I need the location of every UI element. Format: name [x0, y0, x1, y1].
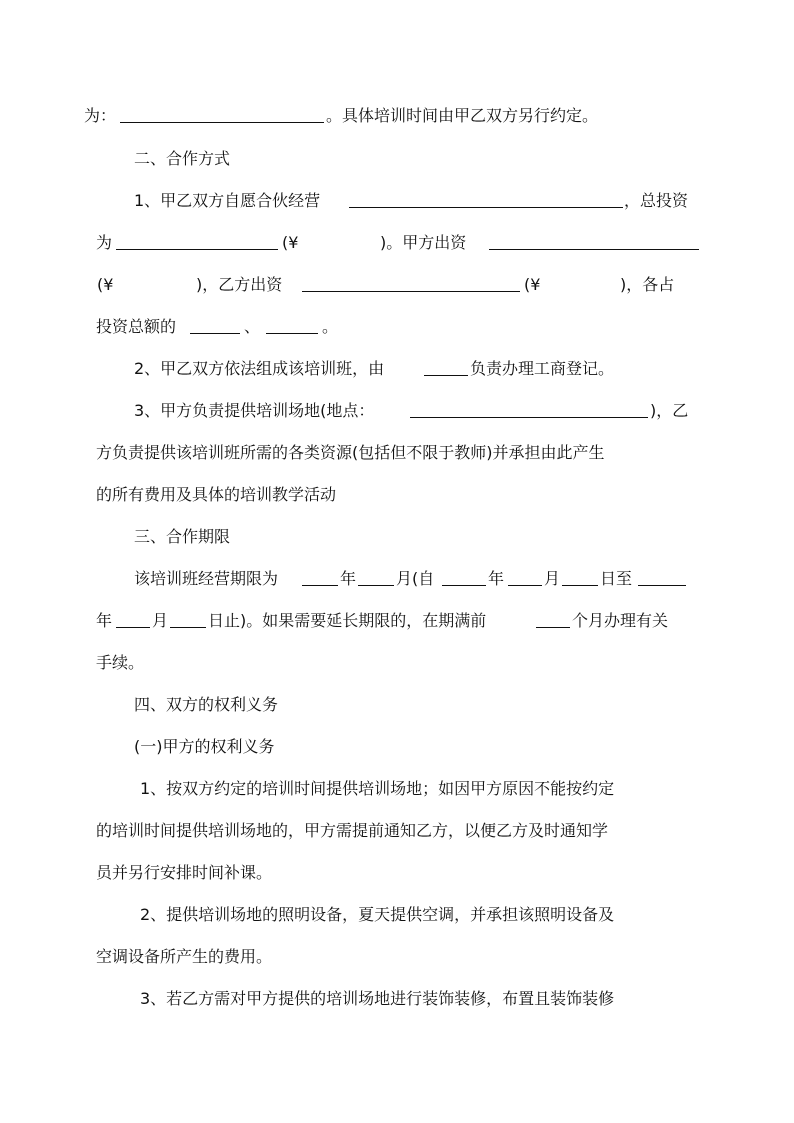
blank-field: [508, 585, 542, 586]
doc-text: 。具体培训时间由甲乙双方另行约定。: [326, 106, 599, 125]
doc-text: 年: [488, 569, 505, 588]
doc-text: 月(自: [396, 569, 435, 588]
doc-text: 2、甲乙双方依法组成该培训班，由: [134, 359, 385, 378]
doc-line: [0, 187, 794, 215]
doc-text: 3、若乙方需对甲方提供的培训场地进行装饰装修，布置且装饰装修: [140, 989, 615, 1008]
blank-field: [266, 333, 318, 334]
doc-line: [0, 313, 794, 341]
doc-text: (¥: [97, 275, 114, 294]
blank-field: [638, 585, 686, 586]
blank-field: [116, 627, 150, 628]
doc-text: 空调设备所产生的费用。: [96, 947, 273, 966]
doc-line: [0, 271, 794, 299]
doc-line: [0, 355, 794, 383]
doc-text: 手续。: [96, 653, 145, 672]
doc-text: 负责办理工商登记。: [470, 359, 615, 378]
doc-text: 月: [152, 611, 169, 630]
doc-text: 1、甲乙双方自愿合伙经营: [134, 191, 321, 210]
doc-line: [0, 102, 794, 130]
doc-text: 该培训班经营期限为: [134, 569, 279, 588]
doc-line: [0, 481, 794, 509]
doc-text: 投资总额的: [96, 317, 177, 336]
doc-text: 2、提供培训场地的照明设备，夏天提供空调，并承担该照明设备及: [140, 905, 615, 924]
doc-text: 四、双方的权利义务: [134, 695, 279, 714]
blank-field: [302, 585, 338, 586]
section-heading: [0, 145, 794, 173]
doc-text: ，总投资: [624, 191, 689, 210]
doc-text: 日止)。如果需要延长期限的，在期满前: [208, 611, 487, 630]
doc-text: (¥: [524, 275, 541, 294]
doc-text: 月: [544, 569, 561, 588]
doc-text: 三、合作期限: [134, 527, 231, 546]
section-heading: [0, 691, 794, 719]
doc-text: 年: [96, 611, 113, 630]
doc-line: [0, 439, 794, 467]
blank-field: [442, 585, 486, 586]
doc-text: 3、甲方负责提供培训场地(地点：: [134, 401, 375, 420]
doc-text: )。甲方出资: [380, 233, 467, 252]
doc-text: )，乙: [650, 401, 689, 420]
doc-text: 个月办理有关: [572, 611, 669, 630]
doc-text: (¥: [282, 233, 299, 252]
subsection-heading: [0, 733, 794, 761]
blank-field: [358, 585, 394, 586]
doc-line: [0, 985, 794, 1013]
doc-text: 日至: [600, 569, 633, 588]
blank-field: [302, 291, 520, 292]
doc-text: 为: [96, 233, 113, 252]
doc-text: 的培训时间提供培训场地的，甲方需提前通知乙方，以便乙方及时通知学: [96, 821, 609, 840]
doc-line: [0, 229, 794, 257]
blank-field: [536, 627, 570, 628]
doc-text: (一)甲方的权利义务: [134, 737, 275, 756]
blank-field: [424, 375, 468, 376]
doc-line: [0, 901, 794, 929]
doc-line: [0, 859, 794, 887]
doc-text: 二、合作方式: [134, 149, 231, 168]
doc-line: [0, 607, 794, 635]
blank-field: [120, 122, 324, 123]
blank-field: [116, 249, 278, 250]
doc-text: 的所有费用及具体的培训教学活动: [96, 485, 337, 504]
doc-line: [0, 775, 794, 803]
doc-line: [0, 649, 794, 677]
doc-line: [0, 943, 794, 971]
doc-text: )，乙方出资: [196, 275, 283, 294]
doc-text: 方负责提供该培训班所需的各类资源(包括但不限于教师)并承担由此产生: [96, 443, 605, 462]
blank-field: [170, 627, 206, 628]
doc-line: [0, 817, 794, 845]
doc-text: 为：: [84, 106, 117, 125]
section-heading: [0, 523, 794, 551]
doc-text: 年: [340, 569, 357, 588]
blank-field: [489, 249, 699, 250]
doc-text: 、: [244, 317, 261, 336]
doc-text: 1、按双方约定的培训时间提供培训场地；如因甲方原因不能按约定: [140, 779, 615, 798]
blank-field: [562, 585, 598, 586]
blank-field: [410, 417, 648, 418]
blank-field: [349, 207, 623, 208]
blank-field: [190, 333, 240, 334]
doc-line: [0, 397, 794, 425]
doc-text: )，各占: [620, 275, 675, 294]
doc-text: 。: [322, 317, 339, 336]
doc-text: 员并另行安排时间补课。: [96, 863, 273, 882]
doc-line: [0, 565, 794, 593]
